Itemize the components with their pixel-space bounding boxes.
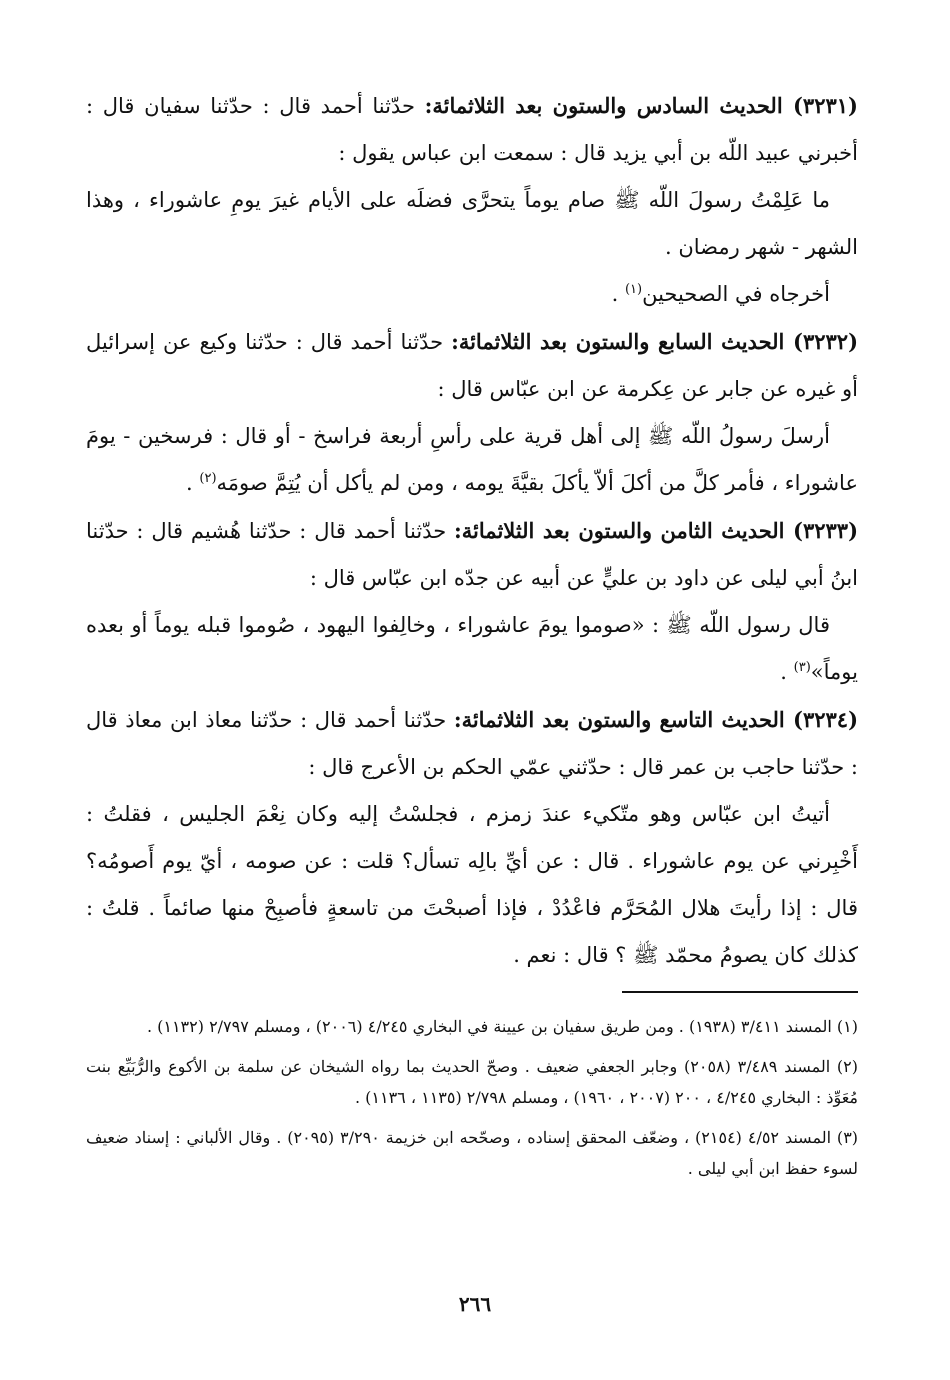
hadith-matn: ما عَلِمْتُ رسولَ اللّه ﷺ صام يوماً يتحرَّى فضلَه على الأيام غيرَ يومِ عاشوراء ، وهذا الشهر - شهر رمضان .	[86, 188, 858, 259]
main-text	[86, 82, 858, 979]
hadith-matn: قال رسول اللّه ﷺ : «صوموا يومَ عاشوراء ، وخالِفوا اليهود ، صُوموا قبله يوماً أو بعده يوماً»$^{(٣)}$ .	[86, 613, 858, 684]
hadith-heading: (٣٢٣٣) الحديث الثامن والستون بعد الثلاثمائة:	[454, 518, 858, 543]
hadith-matn: أرسلَ رسولُ اللّه ﷺ إلى أهل قرية على رأسِ أربعة فراسخ - أو قال : فرسخين - يومَ عاشوراء ، فأمر كلَّ من أكلَ ألاّ يأكلَ بقيَّةَ يومه ، ومن لم يأكل أن يُتِمَّ صومَه$^{(٢)}$ .	[86, 424, 858, 495]
isnad-text: حدّثنا أحمد قال : حدّثنا معاذ ابن معاذ قال : حدّثنا حاجب بن عمر قال : حدّثني عمّي الحكم بن الأعرج قال :	[86, 708, 858, 779]
isnad-text: حدّثنا أحمد قال : حدّثنا هُشيم قال : حدّثنا ابنُ أبي ليلى عن داود بن عليٍّ عن أبيه عن جدّه ابن عبّاس قال :	[86, 519, 858, 590]
hadith-isnad	[86, 82, 858, 177]
isnad-text: حدّثنا أحمد قال : حدّثنا سفيان قال : أخبرني عبيد اللّه بن أبي يزيد قال : سمعت ابن عباس يقول :	[86, 94, 858, 165]
footnotes	[86, 1011, 858, 1184]
hadith-heading: (٣٢٣٤) الحديث التاسع والستون بعد الثلاثمائة:	[453, 707, 858, 732]
footnote-2: (٢) المسند ٣/٤٨٩ (٢٠٥٨) وجابر الجعفي ضعيف . وصحّ الحديث بما رواه الشيخان عن سلمة بن الأكوع والرُّبَيِّع بنت مُعَوِّذ : البخاري ٤/٢٤٥ ، ٢٠٠ (٢٠٠٧ ، ١٩٦٠) ، ومسلم ٢/٧٩٨ (١١٣٥ ، ١١٣٦) .	[86, 1057, 858, 1107]
footnote-divider	[622, 991, 858, 993]
page-number: ٢٦٦	[458, 1292, 492, 1316]
hadith-matn: أتيتُ ابن عبّاس وهو متّكيء عندَ زمزم ، فجلسْتُ إليه وكان نِعْمَ الجليس ، فقلتُ : أَخْبِرني عن يوم عاشوراء . قال : عن أيِّ بالِه تسأل؟ قلت : عن صومه ، أيّ يوم أَصومُه؟ قال : إذا رأيتَ هلال المُحَرَّم فاعْدُدْ ، فإذا أصبحْتَ من تاسعةٍ فأصبِحْ منها صائماً . قلتُ : كذلك كان يصومُ محمّد ﷺ ؟ قال : نعم .	[86, 802, 858, 967]
footnote-ref[interactable]: (٣)	[793, 660, 811, 675]
hadith-isnad	[86, 318, 858, 413]
footnote-1: (١) المسند ٣/٤١١ (١٩٣٨) . ومن طريق سفيان بن عيينة في البخاري ٤/٢٤٥ (٢٠٠٦) ، ومسلم ٢/٧٩٧ (١١٣٢) .	[146, 1017, 858, 1036]
footnote-3: (٣) المسند ٤/٥٢ (٢١٥٤) ، وضعّف المحقق إسناده ، وصحّحه ابن خزيمة ٣/٢٩٠ (٢٠٩٥) . وقال الألباني : إسناد ضعيف لسوء حفظ ابن أبي ليلى .	[86, 1128, 859, 1178]
hadith-heading: (٣٢٣٢) الحديث السابع والستون بعد الثلاثمائة:	[451, 329, 858, 354]
hadith-isnad	[86, 507, 858, 602]
isnad-text: حدّثنا أحمد قال : حدّثنا وكيع عن إسرائيل أو غيره عن جابر عن عِكرمة عن ابن عبّاس قال :	[86, 330, 858, 401]
footnote-ref[interactable]: (١)	[624, 282, 643, 297]
hadith-heading: (٣٢٣١) الحديث السادس والستون بعد الثلاثمائة:	[424, 93, 858, 118]
hadith-takhrij: أخرجاه في الصحيحين$^{(١)}$ .	[611, 282, 830, 306]
hadith-isnad	[86, 696, 858, 791]
footnote-ref[interactable]: (٢)	[199, 471, 217, 486]
